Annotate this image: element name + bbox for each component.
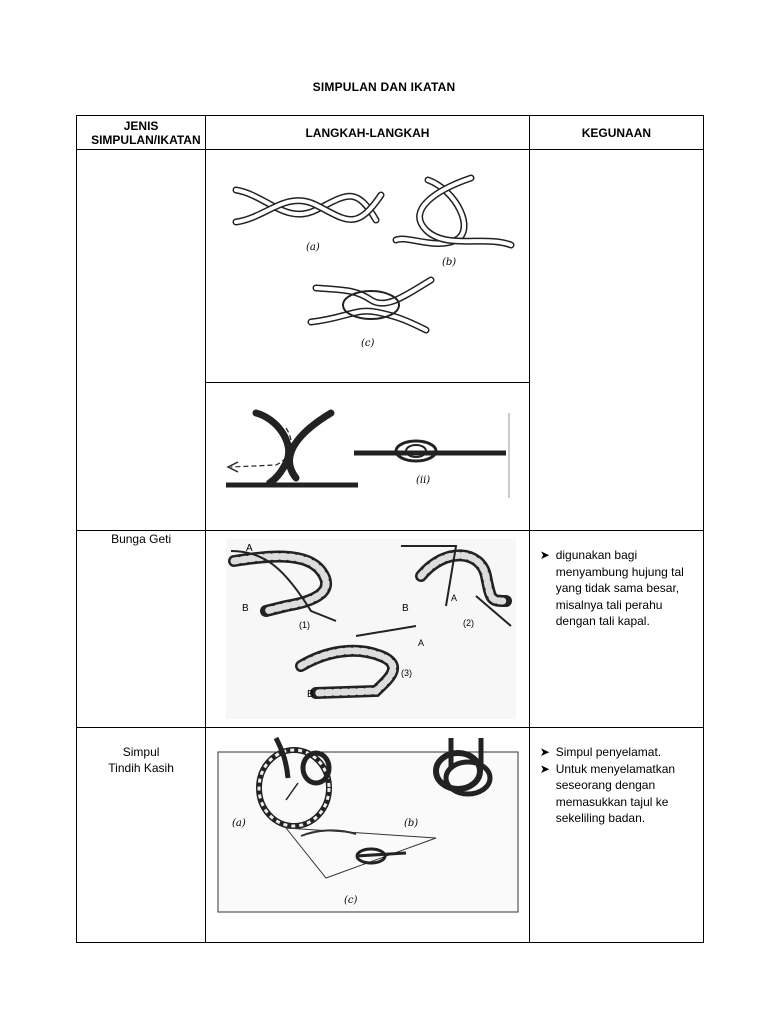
bunga-geti-label-b1: B	[242, 603, 249, 614]
table-row	[77, 150, 704, 531]
reef-knot-step-a-drawing	[236, 190, 381, 222]
rope-step-i-drawing	[226, 413, 358, 485]
reef-knot-step-c-drawing	[311, 280, 431, 330]
header-type-label: JENIS SIMPULAN/IKATAN	[91, 118, 201, 147]
bunga-geti-label-b3: B	[307, 689, 314, 700]
row-2-name: Bunga Geti	[77, 531, 206, 728]
row-3-uses	[529, 728, 703, 943]
use-text: Simpul penyelamat.	[555, 745, 662, 759]
bunga-geti-label-a3: A	[418, 638, 425, 648]
bunga-geti-label-b2: B	[402, 603, 409, 614]
arrowhead-bullet-icon: ➤	[539, 761, 550, 776]
bunga-geti-illustration	[206, 531, 529, 727]
bunga-geti-uses-list	[530, 531, 703, 630]
row-3-name	[77, 728, 206, 943]
tindih-kasih-uses-list	[530, 728, 703, 827]
list-item	[536, 547, 697, 630]
caption-a: (a)	[306, 242, 320, 253]
bunga-geti-label-a2: A	[451, 593, 458, 603]
reef-knot-rope-illustration	[206, 383, 529, 530]
row-2-steps	[206, 531, 530, 728]
reef-knot-step-b-drawing	[396, 178, 511, 245]
caption-a: (a)	[232, 818, 246, 829]
arrowhead-bullet-icon: ➤	[539, 548, 550, 562]
header-steps: LANGKAH-LANGKAH	[206, 116, 530, 150]
row-2-uses	[529, 531, 703, 728]
row-3-name-text: Simpul Tindih Kasih	[108, 745, 174, 775]
arrowhead-bullet-icon: ➤	[539, 745, 550, 759]
use-text: digunakan bagi menyambung hujung tal yang tidak sama besar, misalnya tali perahu dengan tali kapal.	[555, 548, 684, 628]
caption-b: (b)	[404, 818, 419, 829]
rope-step-ii-drawing	[354, 413, 509, 498]
knots-table	[76, 115, 704, 943]
bunga-geti-label-1: (1)	[299, 620, 311, 630]
table-header-row	[77, 116, 704, 150]
bunga-geti-label-2: (2)	[463, 618, 475, 628]
bunga-geti-label-3: (3)	[401, 668, 413, 678]
row-1-uses	[529, 150, 703, 531]
list-item	[536, 761, 697, 827]
row-1-name	[77, 150, 206, 531]
page-title: SIMPULAN DAN IKATAN	[312, 80, 456, 94]
list-item	[536, 744, 697, 761]
use-text: Untuk menyelamatkan seseorang dengan memasukkan tajul ke sekeliling badan.	[555, 761, 676, 825]
caption-ii: (ii)	[416, 475, 431, 486]
header-uses: KEGUNAAN	[529, 116, 703, 150]
reef-knot-steps-illustration	[206, 150, 529, 382]
caption-c: (c)	[344, 895, 358, 906]
bunga-geti-label-a1: A	[246, 543, 253, 554]
caption-c: (c)	[361, 338, 375, 349]
row-1-steps	[206, 150, 530, 531]
table-row	[77, 728, 704, 943]
table-row	[77, 531, 704, 728]
tindih-kasih-illustration	[206, 728, 529, 942]
caption-b: (b)	[442, 257, 457, 268]
row-3-steps	[206, 728, 530, 943]
header-type	[77, 116, 206, 150]
